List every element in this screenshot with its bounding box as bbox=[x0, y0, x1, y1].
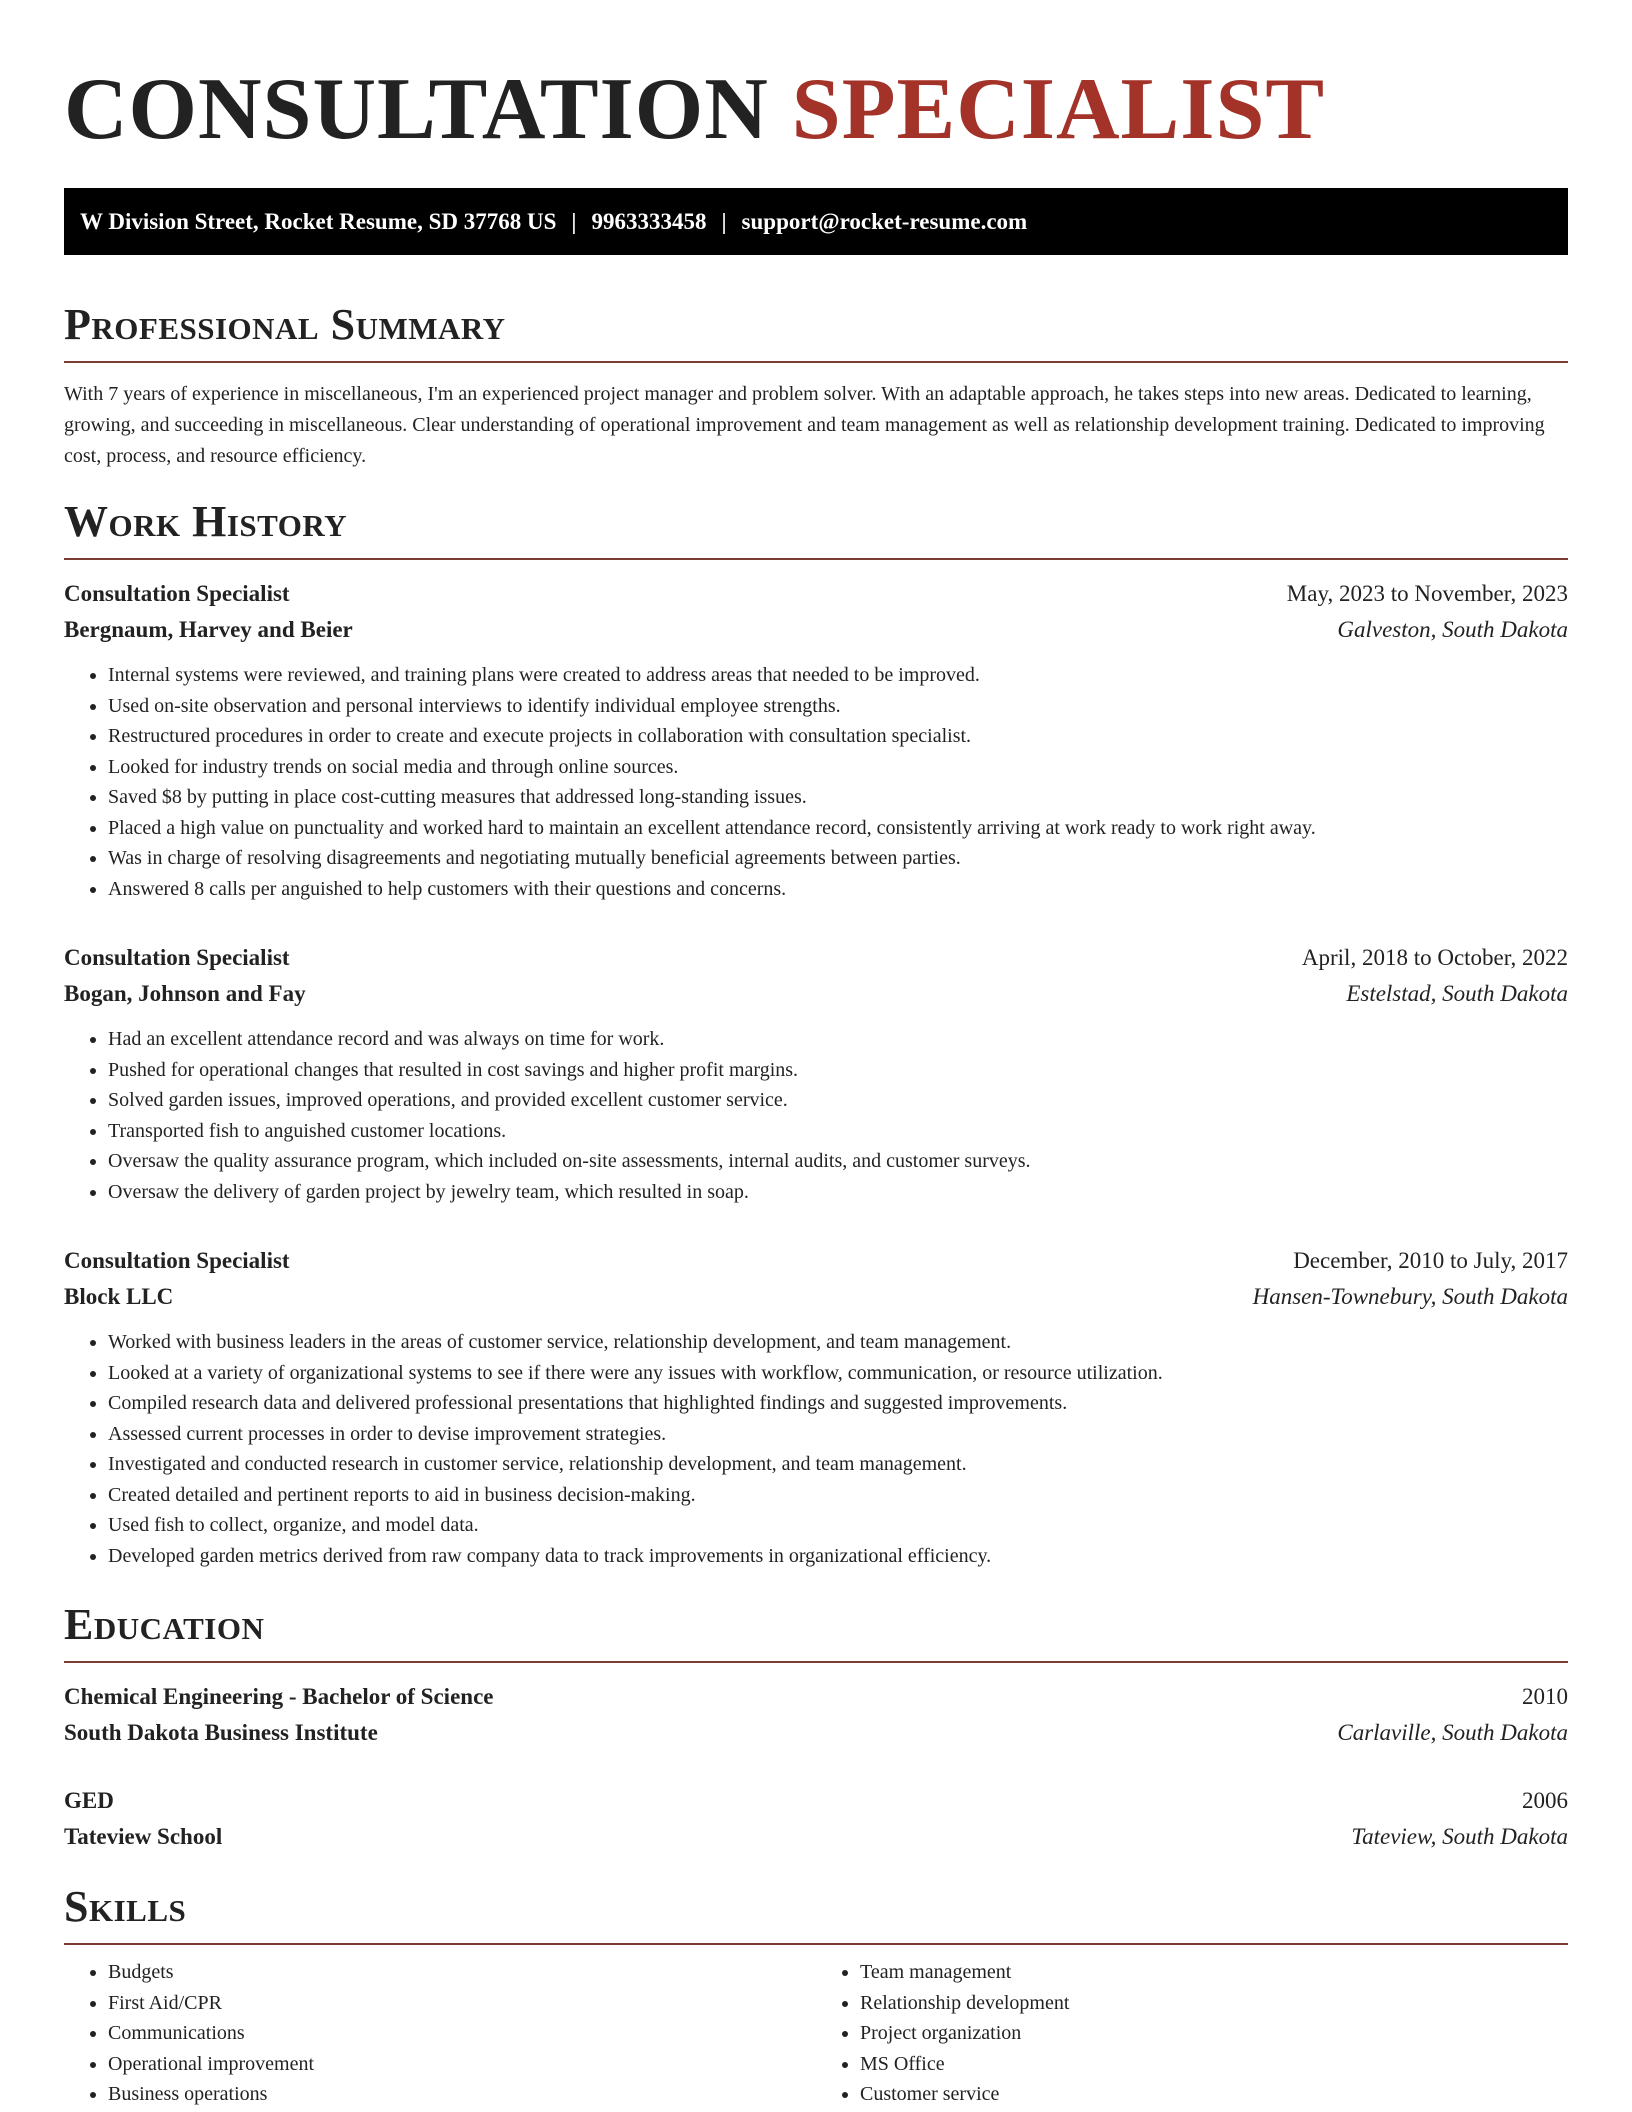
job-dates: May, 2023 to November, 2023 bbox=[1286, 581, 1568, 606]
job-bullet: • Created detailed and pertinent reports to aid in business decision-making. bbox=[108, 1480, 1568, 1511]
section-divider bbox=[64, 1943, 1568, 1945]
education-school-row bbox=[64, 1715, 1568, 1751]
job-bullet: • Placed a high value on punctuality and worked hard to maintain an excellent attendance record, consistently arriving at work ready to work right away. bbox=[108, 813, 1568, 844]
skill-item: • Team management bbox=[860, 1957, 1568, 1988]
education-entry bbox=[64, 1679, 1568, 1751]
skills-columns bbox=[64, 1957, 1568, 2110]
job-bullets bbox=[64, 1024, 1568, 1207]
job-company: Bergnaum, Harvey and Beier bbox=[64, 617, 353, 642]
section-divider bbox=[64, 1661, 1568, 1663]
job-bullet: • Was in charge of resolving disagreements and negotiating mutually beneficial agreements between parties. bbox=[108, 843, 1568, 874]
skill-item: • Relationship development bbox=[860, 1988, 1568, 2019]
job-company-row bbox=[64, 976, 1568, 1012]
job-bullet: • Developed garden metrics derived from raw company data to track improvements in organizational efficiency. bbox=[108, 1541, 1568, 1572]
job-header-row bbox=[64, 576, 1568, 612]
job-entry bbox=[64, 940, 1568, 1207]
job-dates: December, 2010 to July, 2017 bbox=[1293, 1248, 1568, 1273]
job-header-row bbox=[64, 1243, 1568, 1279]
education-heading: Education bbox=[64, 1600, 265, 1649]
job-company: Bogan, Johnson and Fay bbox=[64, 981, 306, 1006]
section-divider bbox=[64, 361, 1568, 363]
job-header-row bbox=[64, 940, 1568, 976]
skill-item: • Operational improvement bbox=[108, 2049, 816, 2080]
job-bullet: • Looked for industry trends on social media and through online sources. bbox=[108, 752, 1568, 783]
skills-list-left bbox=[64, 1957, 816, 2110]
job-company-row bbox=[64, 612, 1568, 648]
contact-bar bbox=[64, 188, 1568, 255]
education-degree: GED bbox=[64, 1788, 114, 1813]
job-bullet: • Compiled research data and delivered professional presentations that highlighted findings and suggested improvements. bbox=[108, 1388, 1568, 1419]
job-bullet: • Transported fish to anguished customer locations. bbox=[108, 1116, 1568, 1147]
education-entry bbox=[64, 1783, 1568, 1855]
summary-section bbox=[64, 300, 1568, 472]
education-degree-row bbox=[64, 1783, 1568, 1819]
education-school-row bbox=[64, 1819, 1568, 1855]
work-history-section bbox=[64, 497, 1568, 1571]
section-divider bbox=[64, 558, 1568, 560]
job-bullet: • Restructured procedures in order to create and execute projects in collaboration with consultation specialist. bbox=[108, 721, 1568, 752]
job-bullet: • Answered 8 calls per anguished to help customers with their questions and concerns. bbox=[108, 874, 1568, 905]
education-school: South Dakota Business Institute bbox=[64, 1720, 378, 1745]
title-first-word: CONSULTATION bbox=[64, 61, 769, 158]
job-bullet: • Saved $8 by putting in place cost-cutting measures that addressed long-standing issues. bbox=[108, 782, 1568, 813]
job-location: Estelstad, South Dakota bbox=[1346, 981, 1568, 1006]
skill-item: • Budgets bbox=[108, 1957, 816, 1988]
skill-item: • Customer service bbox=[860, 2079, 1568, 2110]
job-bullet: • Pushed for operational changes that resulted in cost savings and higher profit margins. bbox=[108, 1055, 1568, 1086]
education-location: Tateview, South Dakota bbox=[1351, 1824, 1568, 1849]
contact-phone: 9963333458 bbox=[591, 208, 707, 234]
job-dates: April, 2018 to October, 2022 bbox=[1301, 945, 1568, 970]
job-title: Consultation Specialist bbox=[64, 1248, 290, 1273]
job-bullet: • Solved garden issues, improved operations, and provided excellent customer service. bbox=[108, 1085, 1568, 1116]
job-bullet: • Investigated and conducted research in customer service, relationship development, and team management. bbox=[108, 1449, 1568, 1480]
job-entry bbox=[64, 576, 1568, 904]
education-degree-row bbox=[64, 1679, 1568, 1715]
education-school: Tateview School bbox=[64, 1824, 223, 1849]
job-title: Consultation Specialist bbox=[64, 581, 290, 606]
resume-title bbox=[64, 61, 1568, 158]
job-bullet: • Used on-site observation and personal interviews to identify individual employee strengths. bbox=[108, 691, 1568, 722]
job-bullet: • Had an excellent attendance record and was always on time for work. bbox=[108, 1024, 1568, 1055]
job-entry bbox=[64, 1243, 1568, 1571]
job-bullet: • Worked with business leaders in the areas of customer service, relationship development, and team management. bbox=[108, 1327, 1568, 1358]
contact-email: support@rocket-resume.com bbox=[741, 208, 1028, 234]
job-bullet: • Oversaw the quality assurance program, which included on-site assessments, internal audits, and customer surveys. bbox=[108, 1146, 1568, 1177]
job-location: Hansen-Townebury, South Dakota bbox=[1252, 1284, 1568, 1309]
summary-heading: Professional Summary bbox=[64, 300, 506, 349]
work-history-heading: Work History bbox=[64, 497, 348, 546]
contact-separator: | bbox=[571, 208, 577, 234]
skill-item: • Communications bbox=[108, 2018, 816, 2049]
contact-separator: | bbox=[721, 208, 727, 234]
skill-item: • MS Office bbox=[860, 2049, 1568, 2080]
summary-text: With 7 years of experience in miscellaneous, I'm an experienced project manager and problem solver. With an adaptable approach, he takes steps into new areas. Dedicated to learning, growing, and succeeding in miscellaneous. Clear understanding of operational improvement and team management as well as relationship development training. Dedicated to improving cost, process, and resource efficiency. bbox=[64, 383, 1545, 467]
job-bullets bbox=[64, 660, 1568, 904]
education-degree: Chemical Engineering - Bachelor of Science bbox=[64, 1684, 494, 1709]
job-bullets bbox=[64, 1327, 1568, 1571]
skills-list-right bbox=[816, 1957, 1568, 2110]
skills-heading: Skills bbox=[64, 1882, 187, 1931]
job-bullet: • Used fish to collect, organize, and model data. bbox=[108, 1510, 1568, 1541]
job-bullet: • Oversaw the delivery of garden project by jewelry team, which resulted in soap. bbox=[108, 1177, 1568, 1208]
job-bullet: • Assessed current processes in order to devise improvement strategies. bbox=[108, 1419, 1568, 1450]
job-company: Block LLC bbox=[64, 1284, 174, 1309]
job-bullet: • Internal systems were reviewed, and training plans were created to address areas that needed to be improved. bbox=[108, 660, 1568, 691]
job-company-row bbox=[64, 1279, 1568, 1315]
education-section bbox=[64, 1600, 1568, 1855]
job-title: Consultation Specialist bbox=[64, 945, 290, 970]
education-location: Carlaville, South Dakota bbox=[1337, 1720, 1568, 1745]
education-year: 2010 bbox=[1522, 1684, 1568, 1709]
contact-address: W Division Street, Rocket Resume, SD 37768 US bbox=[80, 208, 557, 234]
skill-item: • First Aid/CPR bbox=[108, 1988, 816, 2019]
skill-item: • Business operations bbox=[108, 2079, 816, 2110]
education-year: 2006 bbox=[1522, 1788, 1568, 1813]
skills-section bbox=[64, 1882, 1568, 2110]
job-bullet: • Looked at a variety of organizational systems to see if there were any issues with workflow, communication, or resource utilization. bbox=[108, 1358, 1568, 1389]
title-second-word: SPECIALIST bbox=[791, 61, 1326, 158]
job-location: Galveston, South Dakota bbox=[1337, 617, 1568, 642]
skill-item: • Project organization bbox=[860, 2018, 1568, 2049]
